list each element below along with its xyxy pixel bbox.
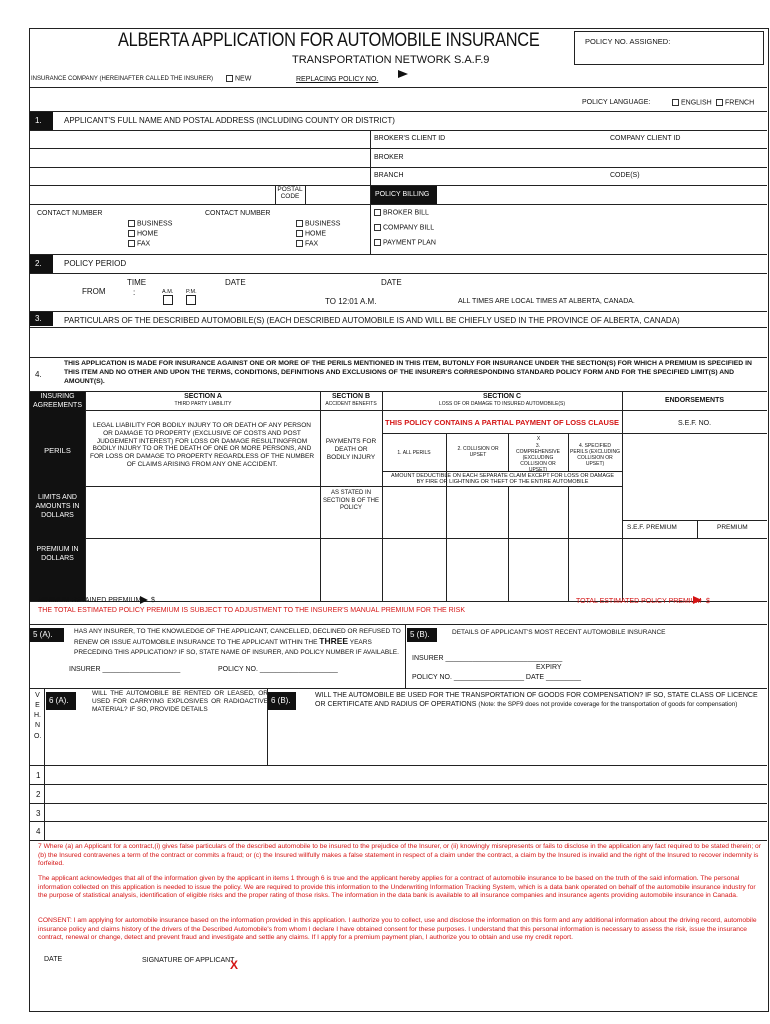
brokers-client-id-label: BROKER'S CLIENT ID (374, 135, 446, 142)
subject-to-adjustment-note: THE TOTAL ESTIMATED POLICY PREMIUM IS SUBJECT TO ADJUSTMENT TO THE INSURER'S MANUAL PREMIUM FOR THE RISK (38, 607, 465, 614)
home-checkbox-1[interactable] (128, 230, 135, 237)
section-1-number: 1. (30, 112, 53, 130)
section-b-header: SECTION B (331, 393, 371, 400)
premium-label: PREMIUM (717, 524, 748, 531)
new-checkbox[interactable] (226, 75, 233, 82)
section-5b-policy-date[interactable]: POLICY NO. __________________ DATE _________ (412, 674, 582, 681)
business-checkbox-2[interactable] (296, 220, 303, 227)
time-colon: : (133, 288, 136, 297)
section-7-fraud-clause: 7 Where (a) an Applicant for a contract,(i) gives false particulars of the described automobile to be insured to the prejudice of the Insurer, or (ii) knowingly misrepresents or fails to disclose in the application any fact required to be stated therein; or (b) the Insured contravenes a term of the contract or commits a fraud; or (c) the Insured willfully makes a false statement in respect of a claim under the contract, a claim by the Insured is invalid and the right of the Insured to recover indemnity is forfeited. (38, 843, 761, 868)
deductible-text: AMOUNT DEDUCTIBLE ON EACH SEPARATE CLAIM EXCEPT FOR LOSS OR DAMAGE BY FIRE OR LIGHTNING OR THEFT OF THE ENTIRE AUTOMOBILE (391, 473, 614, 486)
vehicle-row-2: 2 (36, 790, 41, 799)
section-5a-number: 5 (A). (30, 628, 64, 642)
company-bill-option[interactable]: COMPANY BILL (374, 224, 434, 232)
am-label: A.M. (162, 289, 174, 295)
insuring-agreements-label: INSURING AGREEMENTS (32, 393, 82, 409)
section-6a-number: 6 (A). (46, 692, 76, 710)
local-times-note: ALL TIMES ARE LOCAL TIMES AT ALBERTA, CANADA. (458, 298, 635, 305)
pm-label: P.M. (186, 289, 197, 295)
arrow-right-icon (693, 596, 702, 604)
broker-bill-option[interactable]: BROKER BILL (374, 209, 429, 217)
signature-x[interactable]: X (230, 958, 239, 972)
policy-no-assigned-label: POLICY NO. ASSIGNED: (585, 37, 671, 46)
section-a-subheader: THIRD PARTY LIABILITY (174, 401, 232, 407)
vehicle-row-4: 4 (36, 827, 41, 836)
all-perils-label: 1. ALL PERILS (397, 450, 431, 456)
endorsements-header: ENDORSEMENTS (664, 397, 725, 404)
min-retained-premium-label: MINIMUM RETAINED PREMIUM (38, 597, 142, 604)
date-label-to: DATE (381, 278, 402, 287)
policy-billing-header: POLICY BILLING (371, 186, 437, 204)
section-7-consent: CONSENT: I am applying for automobile insurance based on the information provided in this application. I authorize you to collect, use and disclose the information on this form and any additional information about the driving record, automobile insurance policy and claims history of the drivers of the Described Automobile's from whom I declare I have obtained consent for these purposes. I understand that this personal information is necessary to assess the risk, issue the insurance contract, renewal or change, detect and prevent fraud and investigate and settle any claims. If I apply for a premium payment plan, I authorize you to obtain and use my credit report. (38, 917, 757, 942)
broker-label: BROKER (374, 154, 404, 161)
total-estimated-premium-dollar: $ (706, 598, 710, 605)
home-option-2[interactable]: HOME (296, 230, 326, 238)
form-title: ALBERTA APPLICATION FOR AUTOMOBILE INSURANCE (118, 30, 540, 51)
pm-checkbox[interactable] (186, 295, 196, 305)
section-1-title: APPLICANT'S FULL NAME AND POSTAL ADDRESS (INCLUDING COUNTY OR DISTRICT) (64, 116, 395, 125)
company-client-id-label: COMPANY CLIENT ID (610, 135, 681, 142)
new-option[interactable] (226, 75, 251, 83)
vehicle-row-1: 1 (36, 771, 41, 780)
section-7-acknowledgement: The applicant acknowledges that all of the information given by the applicant in items 1 through 6 is true and the applicant hereby applies for a contract of automobile insurance to be based on the truth of the said information. The personal information collected on this application is needed to issue the policy. We are required to provide this information to the Underwriting Information Tracking System, which is a data bank operated on behalf of the automobile insurance industry for the purpose of statistical analysis, identification of eligible risks and the proper rating of those risks. The information in the data bank is available to all insurance companies and insurance agents providing automobile insurance in Canada. (38, 875, 756, 900)
postal-code-label: POSTAL CODE (277, 186, 303, 201)
date-label-from: DATE (225, 278, 246, 287)
as-stated-text: AS STATED IN SECTION B OF THE POLICY (323, 490, 379, 511)
section-6b-number: 6 (B). (268, 692, 296, 710)
codes-label: CODE(S) (610, 172, 640, 179)
fax-checkbox-2[interactable] (296, 240, 303, 247)
section-3-title: PARTICULARS OF THE DESCRIBED AUTOMOBILE(S) (EACH DESCRIBED AUTOMOBILE IS AND WILL BE CHIEFLY USED IN THE PROVINCE OF ALBERTA, CANADA) (64, 316, 680, 325)
time-label: TIME (127, 278, 147, 287)
section-5b-expiry: EXPIRY (536, 664, 562, 671)
insurance-company-label: INSURANCE COMPANY (HEREINAFTER CALLED THE INSURER) (31, 76, 214, 82)
broker-bill-checkbox[interactable] (374, 209, 381, 216)
fax-option-1[interactable]: FAX (128, 240, 150, 248)
section-a-header: SECTION A (184, 393, 222, 400)
payment-plan-option[interactable]: PAYMENT PLAN (374, 239, 436, 247)
section-5b-insurer[interactable]: INSURER ______________________________ (412, 655, 563, 662)
section-3-number: 3. (30, 312, 53, 326)
specified-perils-label: 4. SPECIFIED PERILS (EXCLUDING COLLISION OR UPSET) (570, 443, 621, 467)
french-checkbox[interactable] (716, 99, 723, 106)
business-checkbox-1[interactable] (128, 220, 135, 227)
section-2-number: 2. (30, 255, 53, 273)
contact-number-label-1: CONTACT NUMBER (37, 210, 103, 217)
payment-plan-checkbox[interactable] (374, 239, 381, 246)
collision-label: 2. COLLISION OR UPSET (457, 446, 499, 458)
section-5a-insurer[interactable]: INSURER ____________________ (69, 666, 181, 673)
date-label: DATE (44, 956, 63, 963)
french-option[interactable] (716, 99, 754, 107)
sef-premium-label: S.E.F. PREMIUM (627, 524, 677, 531)
comprehensive-label: 3. COMPREHENSIVE (EXCLUDING COLLISION OR UPSET) (516, 443, 560, 473)
english-label: ENGLISH (681, 99, 712, 107)
contact-number-label-2: CONTACT NUMBER (205, 210, 271, 217)
english-option[interactable] (672, 99, 712, 107)
section-4-intro: THIS APPLICATION IS MADE FOR INSURANCE AGAINST ONE OR MORE OF THE PERILS MENTIONED IN THIS ITEM, BUTONLY FOR INSURANCE UNDER THE SECTION(S) FOR WHICH A PREMIUM IS SPECIFIED IN THIS ITEM AND NO OTHER AND UPON THE TERMS, CONDITIONS, DEFINITIONS AND EXCLUSIONS OF THE INSURER'S CORRESPONDING STANDARD POLICY FORM AND FOR THE SPECIFIED LIMIT(S) AND AMOUNT(S). (64, 360, 752, 385)
legal-liability-text: LEGAL LIABILITY FOR BODILY INJURY TO OR DEATH OF ANY PERSON OR DAMAGE TO PROPERTY (EXCLUSIVE OF COSTS AND POST JUDGEMENT INTEREST) FOR LOSS OR DAMAGE RESULTINGFROM BODILY INJURY TO OR THE DEATH OF ONE OR MORE PERSONS, AND FOR LOSS OR DAMAGE TO PROPERTY REGARDLESS OF THE NUMBER OF CLAIMS ARISING FROM ANY ONE ACCIDENT. (89, 422, 315, 468)
home-option-1[interactable]: HOME (128, 230, 158, 238)
perils-label: PERILS (44, 446, 71, 455)
section-c-subheader: LOSS OF OR DAMAGE TO INSURED AUTOMOBILE(S) (438, 401, 566, 407)
section-5b-text: DETAILS OF APPLICANT'S MOST RECENT AUTOMOBILE INSURANCE (452, 629, 666, 636)
sef-no-label: S.E.F. NO. (677, 420, 712, 427)
section-6a-text: WILL THE AUTOMOBILE BE RENTED OR LEASED, OR USED FOR CARRYING EXPLOSIVES OR RADIOACTIVE MATERIAL? IF SO, PROVIDE DETAILS (92, 690, 268, 714)
signature-label: SIGNATURE OF APPLICANT (142, 957, 235, 964)
business-option-1[interactable]: BUSINESS (128, 220, 172, 228)
new-label: NEW (235, 75, 252, 83)
section-6b-text: WILL THE AUTOMOBILE BE USED FOR THE TRANSPORTATION OF GOODS FOR COMPENSATION? IF SO, STATE CLASS OF LICENCE OR CERTIFICATE AND RADIUS OF OPERATIONS (Note: the SPF9 does not provide coverage for the transportation of goods for compensation) (315, 692, 758, 709)
section-b-subheader: ACCIDENT BENEFITS (325, 401, 377, 407)
premium-in-dollars-label: PREMIUM IN DOLLARS (36, 546, 79, 563)
vehicle-row-3: 3 (36, 809, 41, 818)
min-retained-premium-dollar: $ (151, 597, 155, 604)
comprehensive-x: X (536, 436, 541, 442)
replacing-policy-label: REPLACING POLICY NO. (296, 76, 379, 83)
english-checkbox[interactable] (672, 99, 679, 106)
payments-for-text: PAYMENTS FOR DEATH OR BODILY INJURY (325, 438, 377, 461)
policy-language-label: POLICY LANGUAGE: (582, 99, 651, 106)
section-5a-policy-no[interactable]: POLICY NO. ____________________ (218, 666, 338, 673)
form-subtitle: TRANSPORTATION NETWORK S.A.F.9 (292, 54, 490, 66)
section-4-number: 4. (35, 370, 42, 379)
business-option-2[interactable]: BUSINESS (296, 220, 340, 228)
arrow-right-icon (398, 70, 408, 78)
limits-label: LIMITS AND AMOUNTS IN DOLLARS (35, 494, 80, 520)
section-5a-text: HAS ANY INSURER, TO THE KNOWLEDGE OF THE APPLICANT, CANCELLED, DECLINED OR REFUSED TO RENEW OR ISSUE AUTOMOBILE INSURANCE TO THE APPLICANT WITHIN THE THREE YEARS PRECEDING THIS APPLICATION? IF SO, STATE NAME OF INSURER, AND POLICY NUMBER IF AVAILABLE. (74, 628, 401, 656)
to-label: TO 12:01 A.M. (325, 297, 377, 306)
fax-option-2[interactable]: FAX (296, 240, 318, 248)
vehicle-number-label: VEH.NO. (34, 692, 42, 740)
home-checkbox-2[interactable] (296, 230, 303, 237)
from-label: FROM (82, 287, 106, 296)
section-2-title: POLICY PERIOD (64, 259, 127, 268)
branch-label: BRANCH (374, 172, 404, 179)
fax-checkbox-1[interactable] (128, 240, 135, 247)
arrow-right-icon (140, 596, 148, 604)
partial-payment-clause: THIS POLICY CONTAINS A PARTIAL PAYMENT OF LOSS CLAUSE (385, 418, 619, 427)
total-estimated-premium-label: TOTAL ESTIMATED POLICY PREMIUM (576, 598, 702, 605)
section-5b-number: 5 (B). (407, 628, 437, 642)
section-c-header: SECTION C (482, 393, 522, 400)
am-checkbox[interactable] (163, 295, 173, 305)
french-label: FRENCH (725, 99, 755, 107)
company-bill-checkbox[interactable] (374, 224, 381, 231)
